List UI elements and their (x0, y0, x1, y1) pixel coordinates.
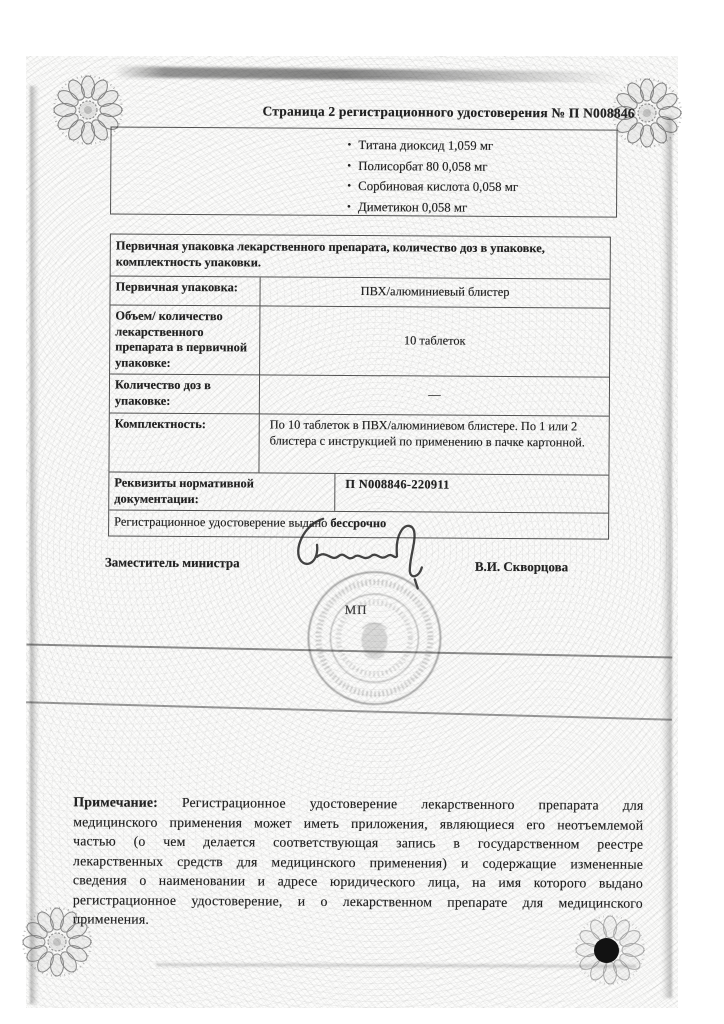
table-row (110, 305, 609, 377)
seal-place-mark: МП (344, 601, 368, 618)
row-label: Первичная упаковка: (110, 277, 260, 306)
signatory-position: Заместитель министра (104, 554, 240, 571)
issued-text: Регистрационное удостоверение выдано (114, 514, 331, 530)
page-title: Страница 2 регистрационного удостоверения № П N008846 (262, 103, 635, 121)
row-value: По 10 таблеток в ПВХ/алюминиевом блистере. По 1 или 2 блистера с инструкцией по применению в пачке картонной. (269, 417, 585, 449)
ministry-round-stamp (304, 568, 445, 709)
bullet-icon: • (347, 159, 352, 172)
excipient-item: • Полисорбат 80 0,058 мг (347, 155, 616, 177)
issued-term: бессрочно (330, 515, 387, 531)
row-label: Объем/ количество лекарственного препарата в первичной упаковке: (110, 306, 260, 375)
bullet-icon: • (347, 138, 352, 151)
table-row (110, 374, 609, 416)
excipients-box (110, 127, 618, 218)
footnote-text: Регистрационное удостоверение лекарственного препарата для медицинского применения может иметь приложения, являющиеся его неотъемлемой частью (о чем делается соответствующая запись в государственном реестре лекарственных средств для медицинского применения) и содержащие измененные сведения о наименовании и адресе юридического лица, на имя которого выдано регистрационное удостоверение, и о лекарственном препарате для медицинского применения. (72, 794, 644, 927)
excipient-item: • Сорбиновая кислота 0,058 мг (347, 176, 616, 198)
row-value: 10 таблеток (403, 333, 466, 348)
signatory-name: В.И. Скворцова (474, 558, 569, 575)
row-label: Комплектность: (109, 414, 259, 473)
table-section-header-row (111, 235, 610, 279)
row-label: Количество доз в упаковке: (110, 375, 260, 414)
excipient-item: • Титана диоксид 1,059 мг (347, 135, 616, 157)
row-value: ПВХ/алюминиевый блистер (360, 284, 510, 300)
packaging-table (108, 234, 611, 540)
row-value: П N008846-220911 (345, 476, 450, 492)
table-row (110, 276, 609, 308)
excipient-item: • Диметикон 0,058 мг (347, 196, 616, 218)
document-page (26, 56, 678, 1008)
footnote-label: Примечание: (73, 794, 158, 810)
table-row (109, 413, 608, 475)
row-value: — (428, 387, 441, 402)
bullet-icon: • (347, 179, 352, 192)
bullet-icon: • (347, 200, 351, 213)
row-label: Реквизиты нормативной документации: (109, 473, 335, 511)
footnote-paragraph (73, 792, 644, 932)
table-section-header: Первичная упаковка лекарственного препарата, количество доз в упаковке, комплектность упаковки. (115, 238, 545, 269)
